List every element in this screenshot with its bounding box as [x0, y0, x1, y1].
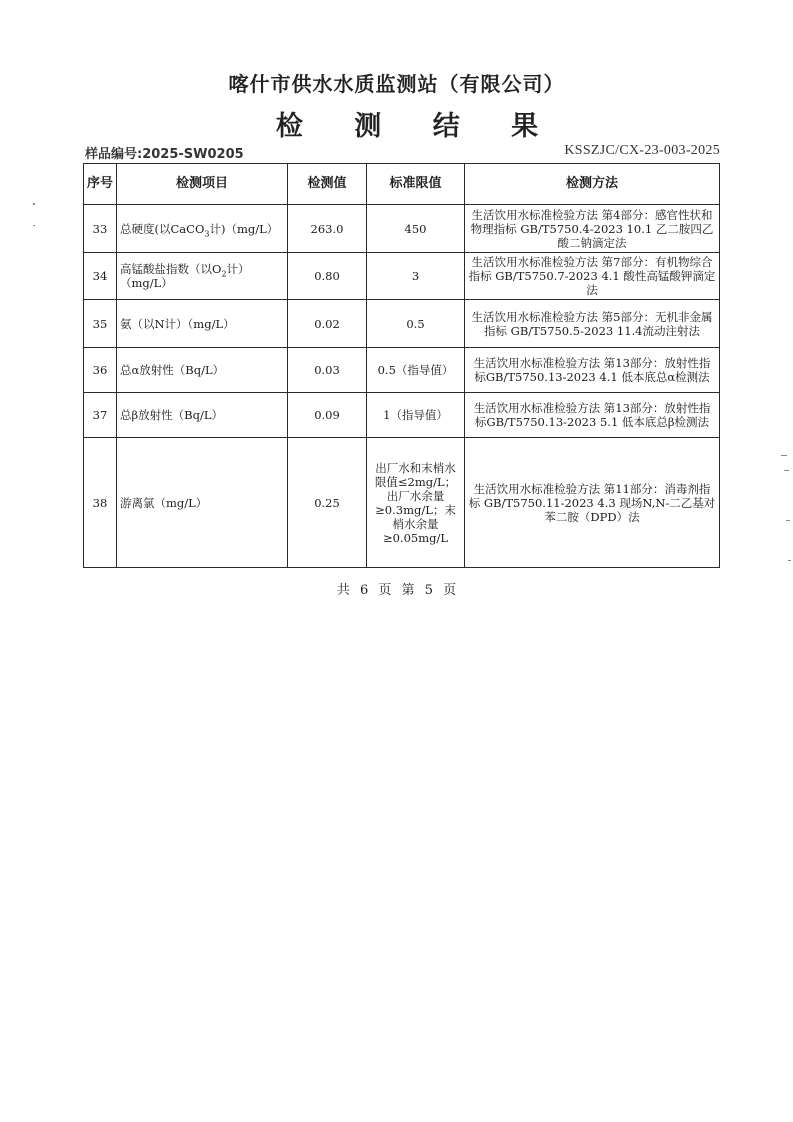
row-limit: 3	[367, 253, 465, 300]
row-seq: 33	[84, 205, 117, 253]
row-item	[117, 348, 288, 393]
sample-number: 样品编号:2025-SW0205	[85, 147, 244, 162]
item-text: 氨（以N计）（mg/L）	[120, 316, 235, 331]
document-code: KSSZJC/CX-23-003-2025	[564, 143, 720, 158]
row-method: 生活饮用水标准检验方法 第13部分：放射性指标GB/T5750.13-2023 4.1 低本底总α检测法	[465, 348, 720, 393]
row-item	[117, 253, 288, 300]
item-text: 计）（mg/L）	[120, 262, 250, 290]
table-row	[84, 300, 720, 348]
item-text: 计)（mg/L）	[209, 221, 279, 236]
row-limit: 0.5（指导值）	[367, 348, 465, 393]
item-subscript: 2	[221, 269, 227, 279]
row-value: 0.03	[288, 348, 367, 393]
row-seq: 35	[84, 300, 117, 348]
report-title: 检 测 结 果	[275, 111, 560, 142]
row-value: 263.0	[288, 205, 367, 253]
row-method: 生活饮用水标准检验方法 第7部分：有机物综合指标 GB/T5750.7-2023 4.1 酸性高锰酸钾滴定法	[465, 253, 720, 300]
item-text: 总β放射性（Bq/L）	[120, 408, 223, 422]
col-header-method: 检测方法	[465, 164, 720, 205]
table-row	[84, 205, 720, 253]
scan-edge-mark	[786, 520, 790, 521]
organization-title: 喀什市供水水质监测站（有限公司）	[228, 72, 565, 96]
scan-edge-mark	[788, 560, 791, 561]
row-value: 0.80	[288, 253, 367, 300]
col-header-limit: 标准限值	[367, 164, 465, 205]
scan-edge-mark	[781, 455, 787, 456]
item-subscript: 3	[204, 228, 210, 238]
row-item	[117, 438, 288, 568]
row-method: 生活饮用水标准检验方法 第5部分：无机非金属指标 GB/T5750.5-2023 11.4流动注射法	[465, 300, 720, 348]
col-header-value: 检测值	[288, 164, 367, 205]
table-row	[84, 438, 720, 568]
results-table	[83, 163, 720, 568]
table-row	[84, 253, 720, 300]
table-row	[84, 393, 720, 438]
row-limit: 450	[367, 205, 465, 253]
row-method: 生活饮用水标准检验方法 第11部分：消毒剂指标 GB/T5750.11-2023 4.3 现场N,N-二乙基对苯二胺（DPD）法	[465, 438, 720, 568]
page-footer: 共 6 页 第 5 页	[336, 583, 457, 598]
results-body	[84, 205, 720, 568]
item-text: 游离氯（mg/L）	[120, 495, 208, 510]
row-value: 0.25	[288, 438, 367, 568]
table-row	[84, 348, 720, 393]
row-value: 0.02	[288, 300, 367, 348]
row-limit: 出厂水和末梢水限值≤2mg/L；出厂水余量≥0.3mg/L；末梢水余量≥0.05mg/L	[367, 438, 465, 568]
row-limit: 1（指导值）	[367, 393, 465, 438]
col-header-item: 检测项目	[117, 164, 288, 205]
row-item	[117, 205, 288, 253]
row-seq: 38	[84, 438, 117, 568]
scan-speck	[33, 203, 35, 205]
row-value: 0.09	[288, 393, 367, 438]
row-method: 生活饮用水标准检验方法 第13部分：放射性指标GB/T5750.13-2023 5.1 低本底总β检测法	[465, 393, 720, 438]
table-header-row	[84, 164, 720, 205]
row-method: 生活饮用水标准检验方法 第4部分：感官性状和物理指标 GB/T5750.4-2023 10.1 乙二胺四乙酸二钠滴定法	[465, 205, 720, 253]
scan-edge-mark	[784, 470, 789, 471]
row-seq: 37	[84, 393, 117, 438]
row-limit: 0.5	[367, 300, 465, 348]
col-header-seq: 序号	[84, 164, 117, 205]
item-text: 总硬度(以CaCO	[120, 221, 205, 236]
item-text: 总α放射性（Bq/L）	[120, 363, 225, 377]
row-item	[117, 393, 288, 438]
row-seq: 34	[84, 253, 117, 300]
row-seq: 36	[84, 348, 117, 393]
row-item	[117, 300, 288, 348]
item-text: 高锰酸盐指数（以O	[120, 262, 222, 276]
scan-speck	[33, 225, 35, 226]
